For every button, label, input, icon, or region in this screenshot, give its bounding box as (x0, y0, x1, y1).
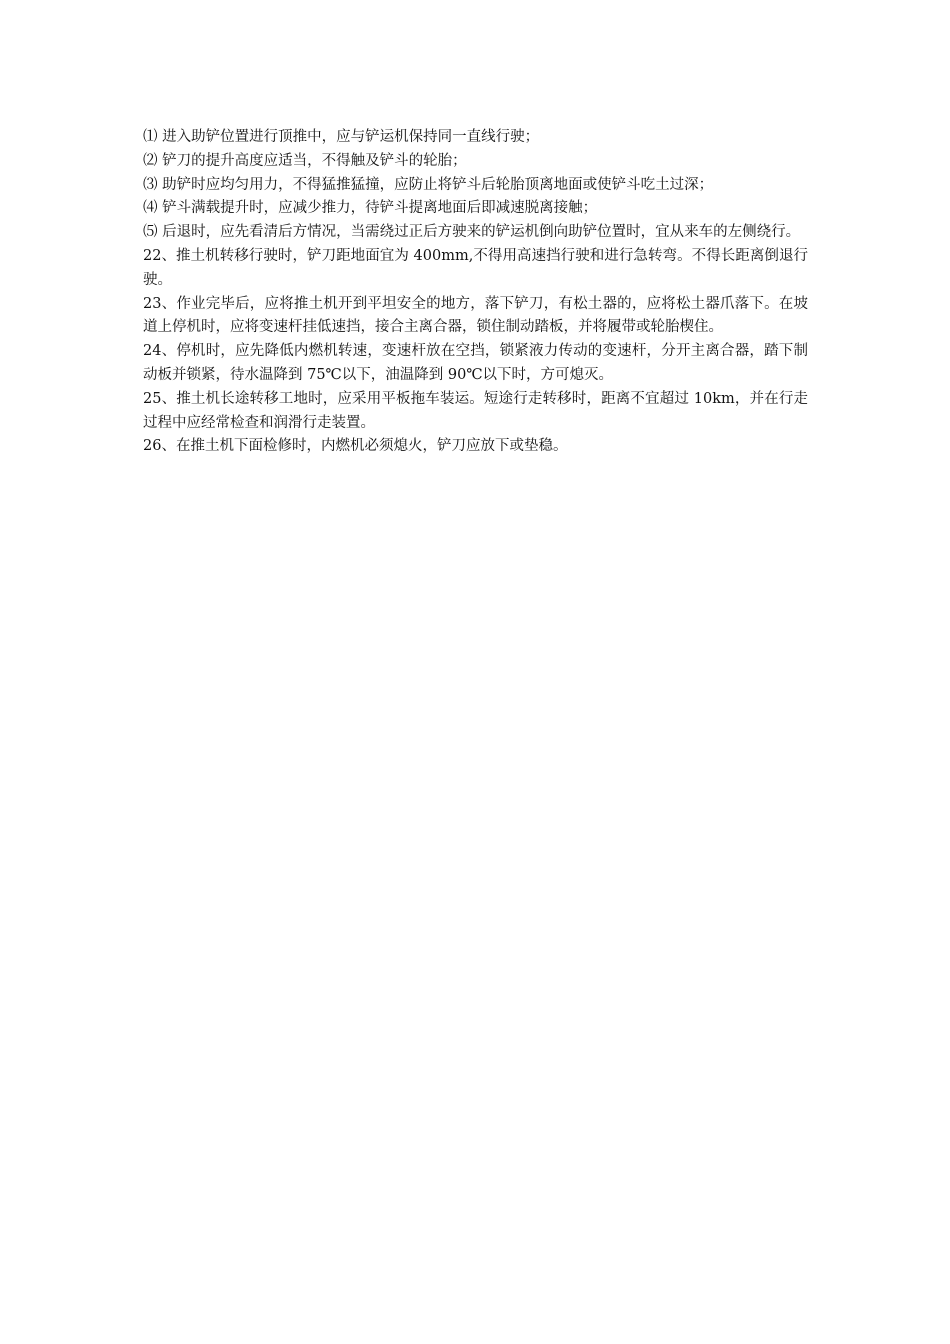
paragraph-item-4: ⑷ 铲斗满载提升时，应减少推力，待铲斗提离地面后即减速脱离接触； (143, 200, 598, 217)
paragraph-item-5: ⑸ 后退时，应先看清后方情况，当需绕过正后方驶来的铲运机倒向助铲位置时，宜从来车的左侧绕行。 (143, 224, 801, 241)
paragraph-26: 26、在推土机下面检修时，内燃机必须熄火，铲刀应放下或垫稳。 (143, 438, 568, 455)
document-body (143, 126, 808, 459)
paragraph-24: 24、停机时，应先降低内燃机转速，变速杆放在空挡，锁紧液力传动的变速杆，分开主离合器，踏下制动板并锁紧，待水温降到 75℃以下，油温降到 90℃以下时，方可熄灭。 (143, 343, 808, 383)
paragraph-23: 23、作业完毕后，应将推土机开到平坦安全的地方，落下铲刀，有松土器的，应将松土器爪落下。在坡道上停机时，应将变速杆挂低速挡，接合主离合器，锁住制动踏板，并将履带或轮胎楔住。 (143, 295, 808, 336)
paragraph-item-1: ⑴ 进入助铲位置进行顶推中，应与铲运机保持同一直线行驶； (143, 129, 540, 145)
paragraph-25: 25、推土机长途转移工地时，应采用平板拖车装运。短途行走转移时，距离不宜超过 10km，并在行走过程中应经常检查和润滑行走装置。 (143, 390, 808, 431)
paragraph-22: 22、推土机转移行驶时，铲刀距地面宜为 400mm,不得用高速挡行驶和进行急转弯。不得长距离倒退行驶。 (143, 247, 808, 288)
paragraph-item-2: ⑵ 铲刀的提升高度应适当，不得触及铲斗的轮胎； (143, 152, 467, 169)
paragraph-item-3: ⑶ 助铲时应均匀用力，不得猛推猛撞，应防止将铲斗后轮胎顶离地面或使铲斗吃土过深； (143, 176, 714, 193)
